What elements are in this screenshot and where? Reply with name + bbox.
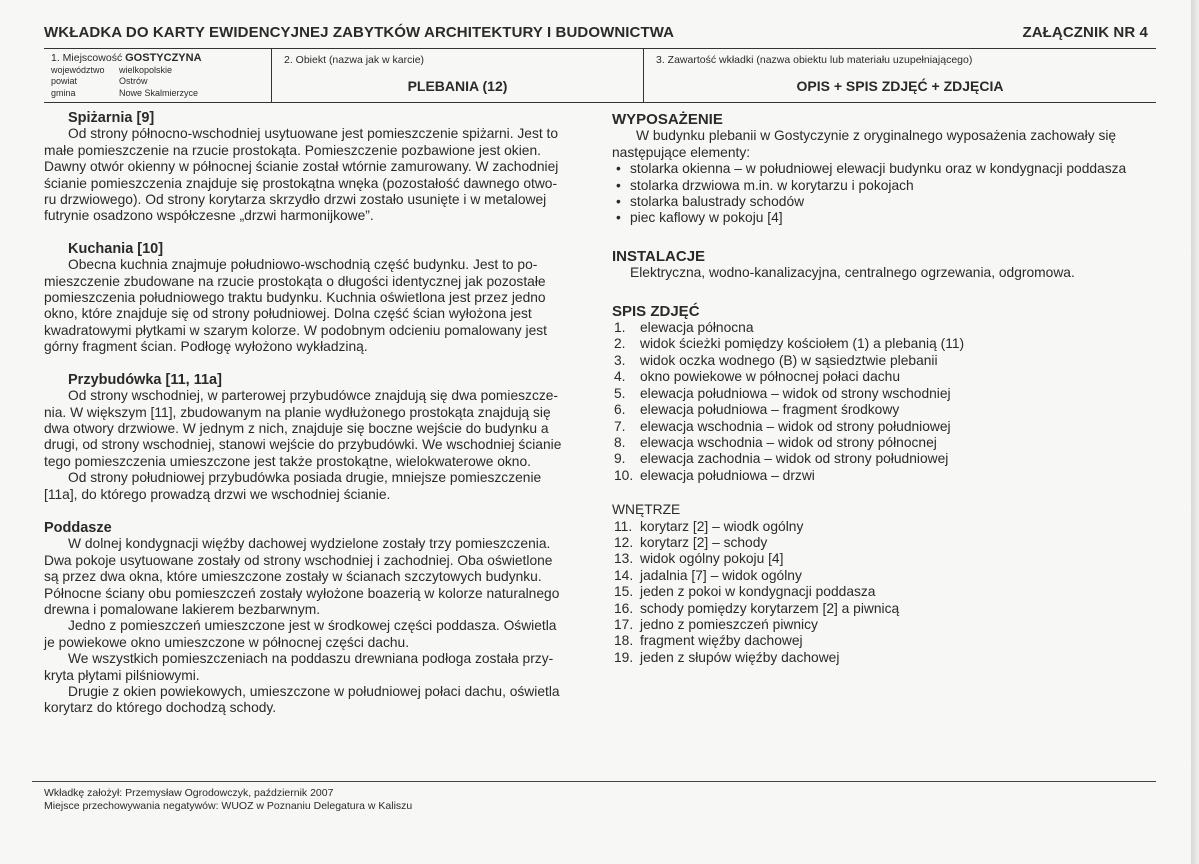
list-item: 9. elewacja zachodnia – widok od strony południowej	[614, 451, 949, 467]
location-line	[51, 53, 271, 65]
attic-line: W dolnej kondygnacji więźby dachowej wydzielone zostały trzy pomieszczenia.	[68, 536, 551, 552]
county-value: Ostrów	[119, 76, 148, 86]
photo-list-exterior	[614, 320, 1148, 484]
list-item: 17. jedno z pomieszczeń piwnicy	[614, 616, 818, 632]
commune-value: Nowe Skalmierzyce	[119, 87, 199, 98]
commune-row	[51, 88, 271, 100]
list-item: • stolarka drzwiowa m.in. w korytarzu i pokojach	[612, 178, 1148, 194]
interior-subtitle: WNĘTRZE	[612, 502, 681, 518]
list-item: 19. jeden z słupów więźby dachowej	[614, 649, 840, 665]
section-title-installations: INSTALACJE	[612, 247, 706, 265]
annex-line: Od strony południowej przybudówka posiada drugie, mniejsze pomieszczenie	[68, 470, 542, 486]
list-item: 11. korytarz [2] – wiodk ogólny	[614, 518, 804, 534]
location-cell	[44, 49, 272, 102]
location-label: 1. Miejscowość	[51, 52, 123, 64]
page-edge	[1191, 0, 1199, 864]
section-title-pantry: Spiżarnia [9]	[68, 110, 155, 126]
header-table	[44, 48, 1156, 103]
list-item: 12. korytarz [2] – schody	[614, 534, 768, 550]
installations-text: Elektryczna, wodno-kanalizacyjna, centralnego ogrzewania, odgromowa.	[630, 265, 1075, 281]
object-cell	[272, 49, 644, 102]
list-item: 1. elewacja północna	[614, 320, 754, 336]
equipment-intro: W budynku plebanii w Gostyczynie z oryginalnego wyposażenia zachowały się	[636, 128, 1117, 144]
left-column	[44, 110, 586, 717]
attic-line: Północne ściany obu pomieszczeń zostały wyłożone boazerią w kolorze naturalnego	[44, 585, 560, 601]
annex-line: Od strony wschodniej, w parterowej przybudówce znajdują się dwa pomieszcze-	[68, 388, 559, 404]
attic-line: Jedno z pomieszczeń umieszczone jest w środkowej części poddasza. Oświetla	[68, 618, 557, 634]
section-title-kitchen: Kuchania [10]	[68, 240, 164, 257]
kitchen-line: okno, które znajduje się od strony południowej. Dolna część ścian wyłożona jest	[44, 306, 532, 322]
attic-line: We wszystkich pomieszczeniach na poddaszu drewniana podłoga została przy-	[68, 651, 554, 667]
content-cell	[644, 49, 1156, 102]
pantry-line: ru drzwiowego). Od strony korytarza skrzydło drzwi zostało usunięte i w metalowej	[44, 192, 547, 208]
equipment-list	[612, 161, 1148, 227]
document-footer	[32, 781, 1156, 813]
object-value: PLEBANIA (12)	[407, 78, 508, 94]
kitchen-line: mieszczenie zbudowane na rzucie prostokąta o długości identycznej jak pozostałe	[44, 273, 546, 289]
list-item: • stolarka okienna – w południowej elewacji budynku oraz w kondygnacji poddasza	[612, 161, 1148, 177]
photo-list-interior	[614, 519, 1148, 667]
list-item: 18. fragment więźby dachowej	[614, 633, 803, 649]
list-item: 13. widok ogólny pokoju [4]	[614, 551, 784, 567]
attic-line: Drugie z okien powiekowych, umieszczone w południowej połaci dachu, oświetla	[68, 684, 560, 699]
attic-line: są przez dwa okna, które umieszczone zostały w ścianach szczytowych budynku.	[44, 569, 542, 585]
content-label: 3. Zawartość wkładki (nazwa obiektu lub materiału uzupełniającego)	[656, 54, 973, 66]
list-item: • stolarka balustrady schodów	[612, 194, 1148, 210]
kitchen-line: Obecna kuchnia znajmuje południowo-wschodnią część budynku. Jest to po-	[68, 257, 538, 273]
right-column	[612, 112, 1148, 666]
list-item: 5. elewacja południowa – widok od strony wschodniej	[614, 385, 951, 401]
section-title-annex: Przybudówka [11, 11a]	[68, 371, 222, 388]
list-item: 16. schody pomiędzy korytarzem [2] a piwnicą	[614, 600, 900, 616]
location-value: GOSTYCZYNA	[125, 52, 202, 64]
section-title-attic: Poddasze	[44, 519, 112, 536]
equipment-intro: następujące elementy:	[612, 144, 751, 160]
annex-line: dwa otwory drzwiowe. W jednym z nich, znajduje się boczne wejście do budynku a	[44, 420, 549, 436]
list-item: 2. widok ścieżki pomiędzy kościołem (1) a plebanią (11)	[614, 336, 965, 352]
list-item: 14. jadalnia [7] – widok ogólny	[614, 567, 802, 583]
pantry-line: futrynie osadzono współczesne „drzwi harmonijkowe”.	[44, 208, 374, 224]
attic-line: je powiekowe okno umieszczone w północnej części dachu.	[44, 634, 410, 650]
pantry-line: małe pomieszczenie na rzucie prostokąta. Pomieszczenie pozbawione jest okien.	[44, 142, 541, 158]
section-title-photo-list: SPIS ZDJĘĆ	[612, 302, 700, 320]
attic-line: Dwa pokoje usytuowane zostały od strony wschodniej i zachodniej. Oba oświetlone	[44, 552, 553, 568]
voivodeship-label: województwo	[51, 64, 105, 75]
content-value: OPIS + SPIS ZDJĘĆ + ZDJĘCIA	[796, 78, 1004, 94]
document-title: WKŁADKA DO KARTY EWIDENCYJNEJ ZABYTKÓW ARCHITEKTURY I BUDOWNICTWA	[44, 24, 675, 41]
pantry-line: ścianie pomieszczenia znajduje się prostokątna wnęka (pozostałość dawnego otwo-	[44, 175, 558, 191]
county-label: powiat	[51, 76, 78, 86]
document-header	[44, 24, 1148, 41]
list-item: • piec kaflowy w pokoju [4]	[612, 210, 1148, 226]
attachment-number: ZAŁĄCZNIK NR 4	[1022, 24, 1148, 41]
kitchen-line: górny fragment ścian. Podłogę wyłożono wykładziną.	[44, 339, 368, 355]
list-item: 3. widok oczka wodnego (B) w sąsiedztwie plebanii	[614, 352, 938, 368]
list-item: 4. okno powiekowe w północnej połaci dachu	[614, 369, 901, 385]
list-item: 8. elewacja wschodnia – widok od strony północnej	[614, 434, 937, 450]
footer-negatives-location: Miejsce przechowywania negatywów: WUOZ w Poznaniu Delegatura w Kaliszu	[44, 800, 413, 812]
section-title-equipment: WYPOSAŻENIE	[612, 111, 723, 128]
list-item: 7. elewacja wschodnia – widok od strony południowej	[614, 418, 951, 434]
attic-line: drewna i pomalowane lakierem bezbarwnym.	[44, 601, 321, 617]
annex-line: nia. W większym [11], zbudowanym na planie wydłużonego prostokąta znajdują się	[44, 404, 551, 420]
list-item: 15. jeden z pokoi w kondygnacji poddasza	[614, 584, 876, 600]
annex-line: drugi, od strony wschodniej, stanowi wejście do przybudówki. We wschodniej ścianie	[44, 437, 562, 453]
voivodeship-row	[51, 65, 271, 77]
annex-line: [11a], do którego prowadzą drzwi we wschodniej ścianie.	[44, 486, 391, 502]
attic-line: korytarz do którego dochodzą schody.	[44, 700, 277, 716]
county-row	[51, 76, 271, 88]
footer-author: Wkładkę założył: Przemysław Ogrodowczyk, październik 2007	[44, 787, 334, 799]
voivodeship-value: wielkopolskie	[119, 64, 173, 75]
list-item: 10. elewacja południowa – drzwi	[614, 467, 815, 483]
list-item: 6. elewacja południowa – fragment środkowy	[614, 402, 900, 418]
commune-label: gmina	[51, 87, 76, 98]
attic-line: kryta płytami pilśniowymi.	[44, 667, 200, 683]
kitchen-line: kwadratowymi płytkami w szarym kolorze. W podobnym odcieniu pomalowany jest	[44, 322, 548, 338]
object-label: 2. Obiekt (nazwa jak w karcie)	[284, 54, 425, 66]
pantry-line: Od strony północno-wschodniej usytuowane jest pomieszczenie spiżarni. Jest to	[68, 126, 559, 142]
annex-line: tego pomieszczenia umieszczone jest także prostokątne, wielokwaterowe okno.	[44, 453, 531, 469]
pantry-line: Dawny otwór okienny w północnej ścianie został wtórnie zamurowany. W zachodniej	[44, 159, 559, 175]
kitchen-line: pomieszczenia południowego traktu budynku. Kuchnia oświetlona jest przez jedno	[44, 290, 546, 306]
